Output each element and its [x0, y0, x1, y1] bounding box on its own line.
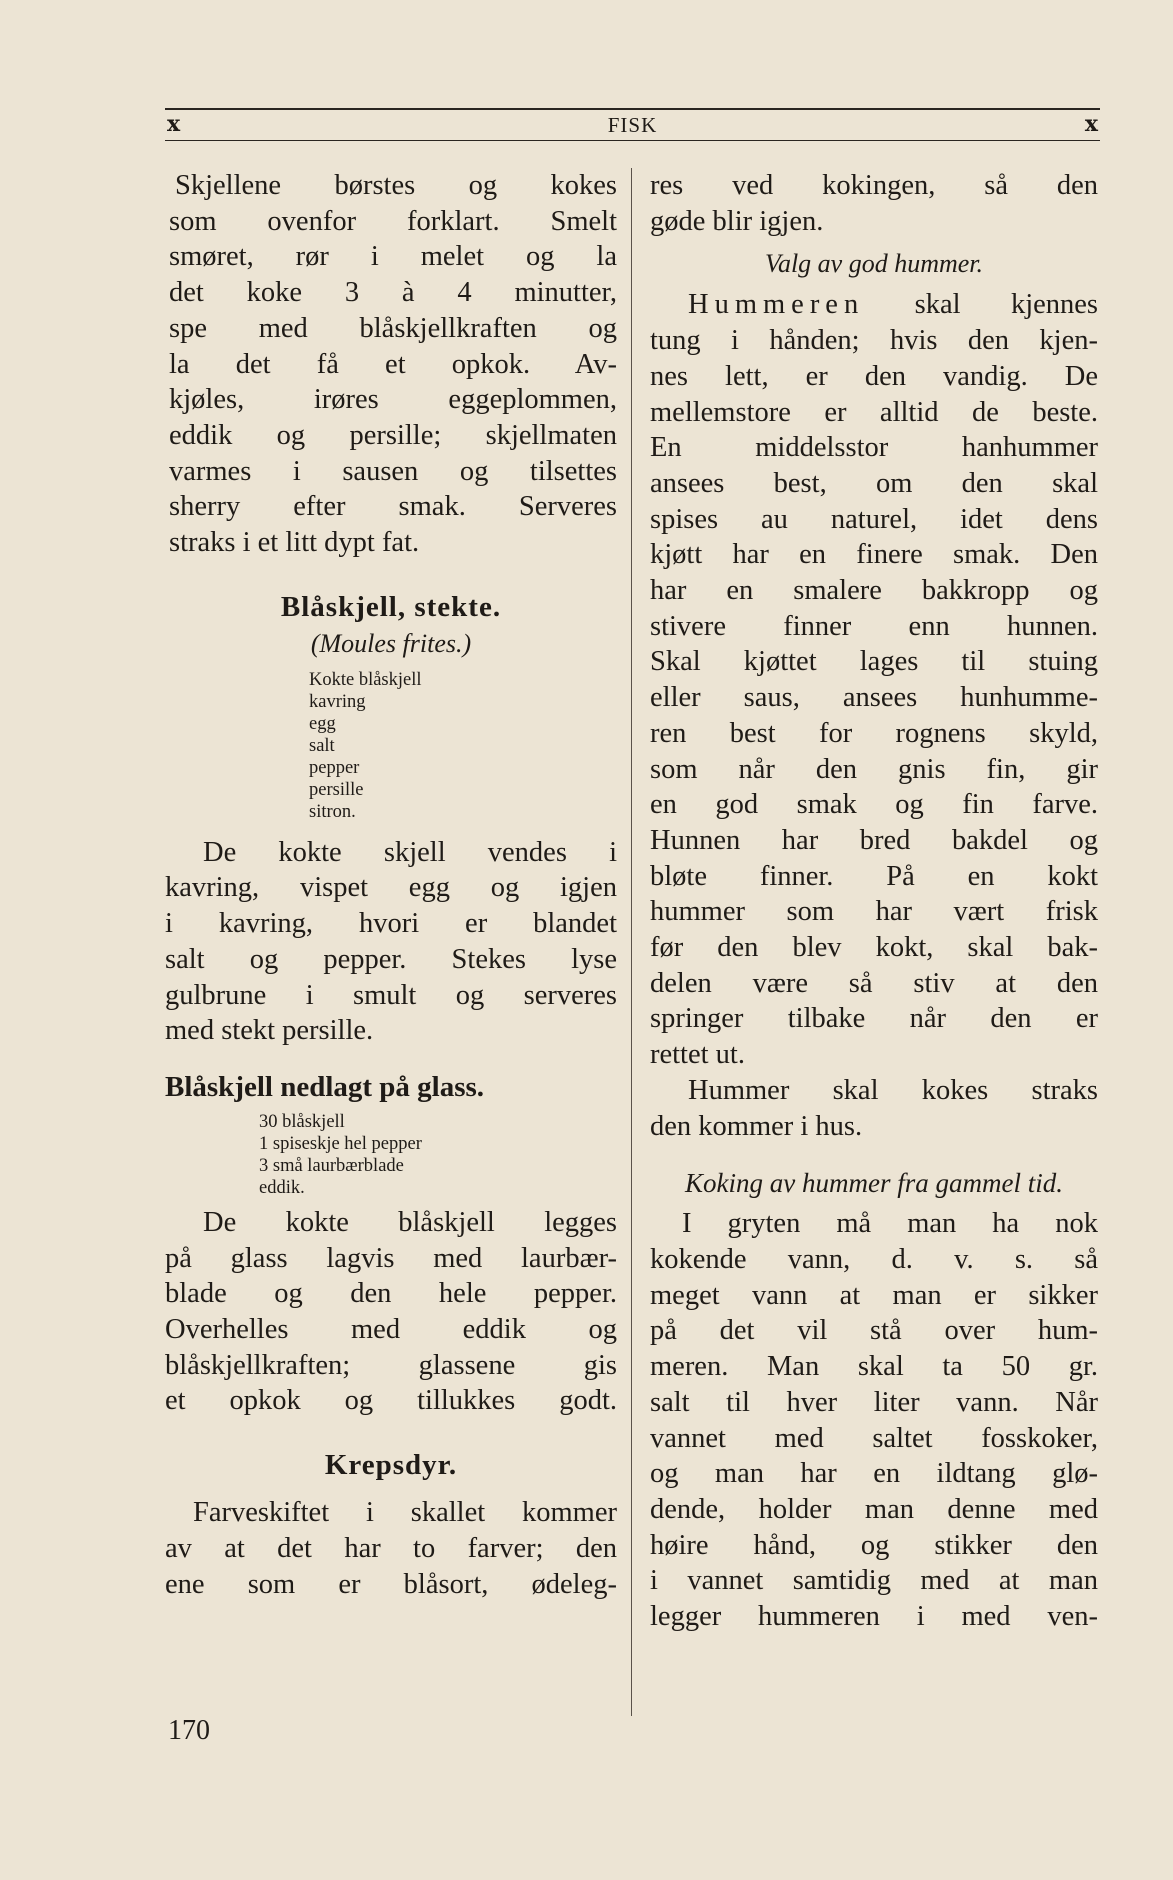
text-line: ren best for rognens skyld,	[650, 717, 1098, 749]
ingredient: pepper	[309, 757, 360, 778]
paragraph	[650, 1206, 1098, 1634]
ingredient: persille	[309, 779, 364, 800]
paragraph	[165, 1205, 617, 1419]
text-line: Hummer skal kokes straks	[688, 1074, 1098, 1106]
paragraph	[650, 1073, 1098, 1144]
text-line: Skjellene børstes og kokes	[175, 170, 617, 201]
text-line: blåskjellkraften; glassene gis	[165, 1349, 617, 1381]
text-line: på glass lagvis med laurbær-	[165, 1242, 617, 1274]
text-line: springer tilbake når den er	[650, 1003, 1098, 1035]
text-line: den kommer i hus.	[650, 1110, 863, 1142]
text-line: dende, holder man denne med	[650, 1493, 1098, 1525]
ingredient: eddik.	[259, 1177, 305, 1198]
text-line: la det få et opkok. Av-	[169, 348, 617, 380]
text-line: Overhelles med eddik og	[165, 1314, 617, 1346]
text-line: Skal kjøttet lages til stuing	[650, 646, 1098, 678]
header-ornament-right: x	[1084, 111, 1098, 137]
text-line: rettet ut.	[650, 1039, 745, 1071]
text-line: i vannet samtidig med at man	[650, 1565, 1098, 1597]
text-line: gøde blir igjen.	[650, 205, 824, 237]
text-line: salt til hver liter vann. Når	[650, 1386, 1098, 1418]
text-line: en god smak og fin farve.	[650, 789, 1098, 821]
ingredient: 30 blåskjell	[259, 1111, 345, 1132]
text-line: straks i et litt dypt fat.	[169, 527, 420, 559]
text-line: kavring, vispet egg og igjen	[165, 872, 617, 904]
section-subheading: (Moules frites.)	[310, 628, 472, 658]
text-line: et opkok og tillukkes godt.	[165, 1385, 617, 1417]
text-line: nes lett, er den vandig. De	[650, 360, 1098, 392]
text-line: legger hummeren i med ven-	[650, 1601, 1098, 1633]
text-line: Farveskiftet i skallet kommer	[193, 1497, 617, 1529]
header-ornament-left: x	[167, 111, 181, 137]
ingredient: 1 spiseskje hel pepper	[259, 1133, 422, 1154]
text-line: kjøles, irøres eggeplommen,	[169, 384, 617, 416]
paragraph	[165, 168, 617, 561]
paragraph	[165, 835, 617, 1049]
text-line: høire hånd, og stikker den	[650, 1529, 1098, 1561]
text-line: som når den gnis fin, gir	[650, 753, 1098, 785]
text-line: meren. Man skal ta 50 gr.	[650, 1351, 1098, 1383]
text-line: blade og den hele pepper.	[165, 1278, 617, 1310]
text-line: delen være så stiv at den	[650, 967, 1098, 999]
paragraph	[165, 1495, 617, 1602]
text-line: stivere finner enn hunnen.	[650, 610, 1098, 642]
text-line: har en smalere bakkropp og	[650, 575, 1098, 607]
text-line: kjøtt har en finere smak. Den	[650, 539, 1098, 571]
text-line: De kokte skjell vendes i	[203, 836, 617, 868]
text-line: det koke 3 à 4 minutter,	[169, 277, 617, 309]
section-heading: Krepsdyr.	[324, 1449, 458, 1482]
text-line: før den blev kokt, skal bak-	[650, 932, 1098, 964]
ingredient: salt	[309, 735, 335, 756]
column-divider	[631, 168, 632, 1716]
text-line: sherry efter smak. Serveres	[169, 491, 617, 523]
paragraph	[650, 287, 1098, 1072]
text-line: bløte finner. På en kokt	[650, 860, 1098, 892]
ingredient: sitron.	[309, 801, 356, 822]
text-line: gulbrune i smult og serveres	[165, 979, 617, 1011]
ingredient-list	[259, 1111, 617, 1199]
text-line: spe med blåskjellkraften og	[169, 312, 617, 344]
text-line: En middelsstor hanhummer	[650, 432, 1098, 464]
section-heading: Koking av hummer fra gammel tid.	[685, 1168, 1063, 1199]
ingredient: 3 små laurbærblade	[259, 1155, 404, 1176]
header-title: FISK	[607, 113, 658, 137]
text-line: kokende vann, d. v. s. så	[650, 1243, 1098, 1275]
text-line: hummer som har vært frisk	[650, 896, 1098, 928]
text-line: salt og pepper. Stekes lyse	[165, 943, 617, 975]
text-line: varmes i sausen og tilsettes	[169, 455, 617, 487]
text-line: av at det har to farver; den	[165, 1532, 617, 1564]
text-line: meget vann at man er sikker	[650, 1279, 1098, 1311]
ingredient-list	[309, 669, 617, 823]
text-line: De kokte blåskjell legges	[203, 1206, 617, 1238]
right-column	[650, 168, 1098, 1635]
text-line: eller saus, ansees hunhumme-	[650, 682, 1098, 714]
text-line: Hunnen har bred bakdel og	[650, 824, 1098, 856]
emphasized-word: Hummeren	[688, 289, 865, 321]
page-number: 170	[168, 1715, 210, 1746]
section-heading: Blåskjell nedlagt på glass.	[165, 1070, 485, 1103]
paragraph	[650, 168, 1098, 239]
ingredient: egg	[309, 713, 336, 734]
text-line: vannet med saltet fosskoker,	[650, 1422, 1098, 1454]
text-line: som ovenfor forklart. Smelt	[169, 205, 617, 237]
text-line: på det vil stå over hum-	[650, 1315, 1098, 1347]
text-line: i kavring, hvori er blandet	[165, 908, 617, 940]
text-line: mellemstore er alltid de beste.	[650, 396, 1098, 428]
ingredient: Kokte blåskjell	[309, 669, 422, 690]
text-line: tung i hånden; hvis den kjen-	[650, 325, 1098, 357]
text-line: og man har en ildtang glø-	[650, 1458, 1098, 1490]
section-heading: Blåskjell, stekte.	[280, 590, 502, 623]
text-line: smøret, rør i melet og la	[169, 241, 617, 273]
text-line: res ved kokingen, så den	[650, 170, 1098, 201]
text-line: med stekt persille.	[165, 1015, 374, 1047]
text-fragment: skal kjennes	[864, 289, 1098, 321]
text-line: ene som er blåsort, ødeleg-	[165, 1568, 617, 1600]
text-line: ansees best, om den skal	[650, 467, 1098, 499]
section-heading: Valg av god hummer.	[764, 249, 984, 279]
left-column	[165, 168, 617, 1602]
text-line	[650, 287, 1098, 323]
text-line: spises au naturel, idet dens	[650, 503, 1098, 535]
running-header	[165, 108, 1100, 141]
text-line: eddik og persille; skjellmaten	[169, 419, 617, 451]
text-line: I gryten må man ha nok	[682, 1208, 1098, 1240]
ingredient: kavring	[309, 691, 366, 712]
